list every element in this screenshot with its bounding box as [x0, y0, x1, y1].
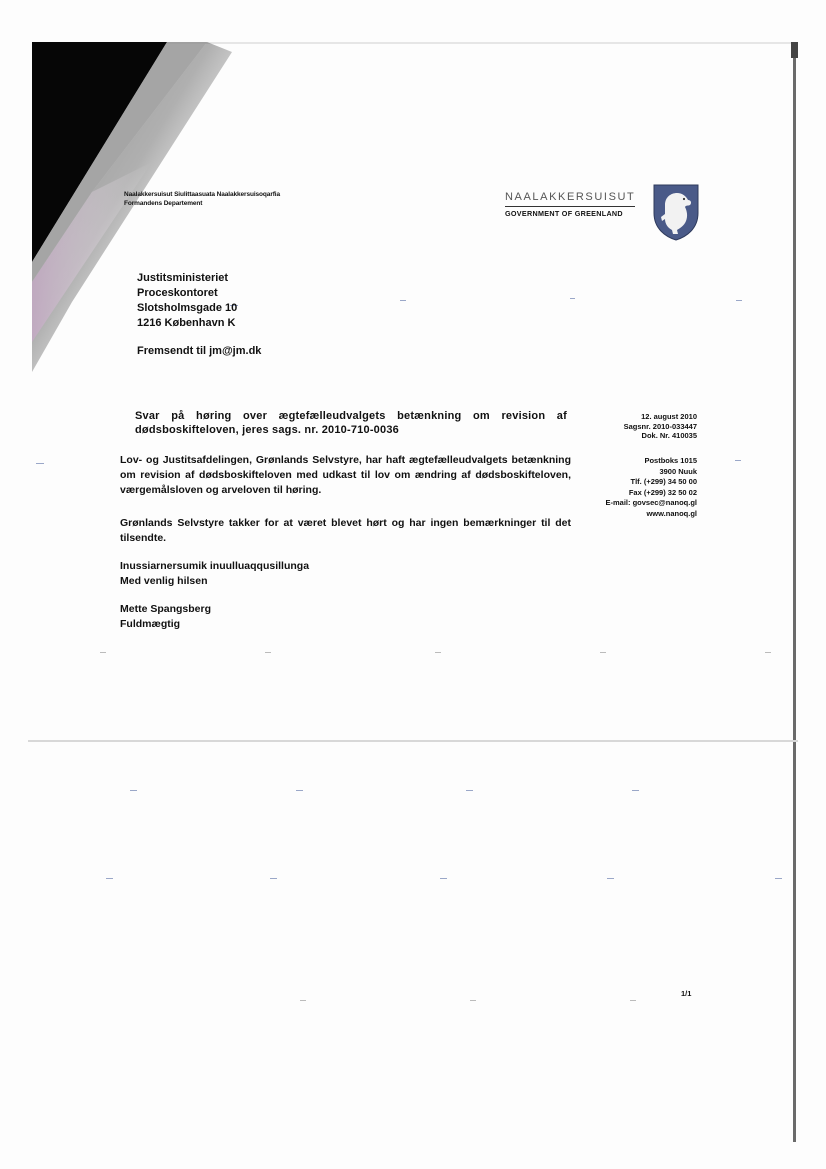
- postal-city: 3900 Nuuk: [659, 466, 697, 476]
- greeting-danish: Med venlig hilsen: [120, 575, 208, 587]
- case-number: Sagsnr. 2010-033447: [623, 421, 697, 431]
- sent-via-email: Fremsendt til jm@jm.dk: [137, 345, 262, 357]
- recipient-line: Justitsministeriet: [137, 272, 229, 284]
- scan-fold-line: [28, 740, 798, 742]
- signature-block: [120, 602, 211, 632]
- scan-speck: [600, 652, 606, 653]
- signatory-title: Fuldmægtig: [120, 618, 181, 630]
- scan-speck: [736, 300, 742, 301]
- sender-line-1: Naalakkersuisut Siulittaasuata Naalakkersuisoqarfia: [124, 191, 281, 198]
- contact-block: [560, 456, 697, 520]
- scan-speck: [265, 652, 271, 653]
- scan-speck: [435, 652, 441, 653]
- scan-speck: [570, 298, 575, 299]
- scan-speck: [270, 878, 277, 879]
- scan-speck: [36, 463, 44, 464]
- body-paragraph-1: Lov- og Justitsafdelingen, Grønlands Selvstyre, har haft ægtefælleudvalgets betænkning om revision af dødsboskifteloven med udkast til lov om ændring af dødsboskifteloven, værgemålsloven og arveloven til høring.: [120, 454, 571, 496]
- scan-speck: [632, 790, 639, 791]
- scan-speck: [607, 878, 614, 879]
- scan-speck: [130, 790, 137, 791]
- sender-line-2: Formandens Departement: [124, 200, 203, 207]
- scan-speck: [470, 1000, 476, 1001]
- email-address: E-mail: govsec@nanoq.gl: [605, 498, 697, 508]
- letter-date: 12. august 2010: [641, 412, 697, 421]
- fax-number: Fax (+299) 32 50 02: [628, 487, 697, 497]
- scan-speck: [765, 652, 771, 653]
- scan-speck: [300, 1000, 306, 1001]
- signatory-name: Mette Spangsberg: [120, 603, 212, 615]
- scan-speck: [106, 878, 113, 879]
- page-number: 1/1: [681, 989, 692, 998]
- recipient-line: 1216 København K: [137, 317, 236, 329]
- postbox: Postboks 1015: [644, 456, 697, 465]
- scan-speck: [400, 300, 406, 301]
- scan-speck: [775, 878, 782, 879]
- document-meta: [560, 412, 697, 441]
- sender-block: [124, 190, 280, 208]
- scan-edge-right-top: [791, 42, 798, 58]
- phone-number: Tlf. (+299) 34 50 00: [630, 477, 697, 487]
- subject-line-2: dødsboskifteloven, jeres sags. nr. 2010-710-0036: [135, 424, 399, 436]
- brand-name: NAALAKKERSUISUT: [505, 191, 636, 203]
- scan-speck: [440, 878, 447, 879]
- brand-subtitle: GOVERNMENT OF GREENLAND: [505, 209, 623, 218]
- scan-speck: [630, 1000, 636, 1001]
- scan-speck: [296, 790, 303, 791]
- scan-speck: [100, 652, 106, 653]
- recipient-address: [137, 271, 237, 331]
- greeting-greenlandic: Inussiarnersumik inuulluaqqusillunga: [120, 560, 310, 572]
- body-paragraph-2: Grønlands Selvstyre takker for at været blevet hørt og har ingen bemærkninger til det tilsendte.: [120, 517, 571, 544]
- scan-edge-right: [793, 42, 796, 1142]
- subject-line-1: Svar på høring over ægtefælleudvalgets betænkning om revision af: [135, 410, 567, 422]
- website: www.nanoq.gl: [646, 508, 697, 518]
- scan-speck: [466, 790, 473, 791]
- scan-speck: [735, 460, 741, 461]
- closing-greetings: [120, 559, 309, 589]
- document-number: Dok. Nr. 410035: [641, 431, 697, 441]
- brand-divider: [505, 206, 635, 207]
- coat-of-arms-icon: [651, 183, 701, 241]
- recipient-line: Proceskontoret: [137, 287, 218, 299]
- recipient-line: Slotsholmsgade 10: [137, 302, 238, 314]
